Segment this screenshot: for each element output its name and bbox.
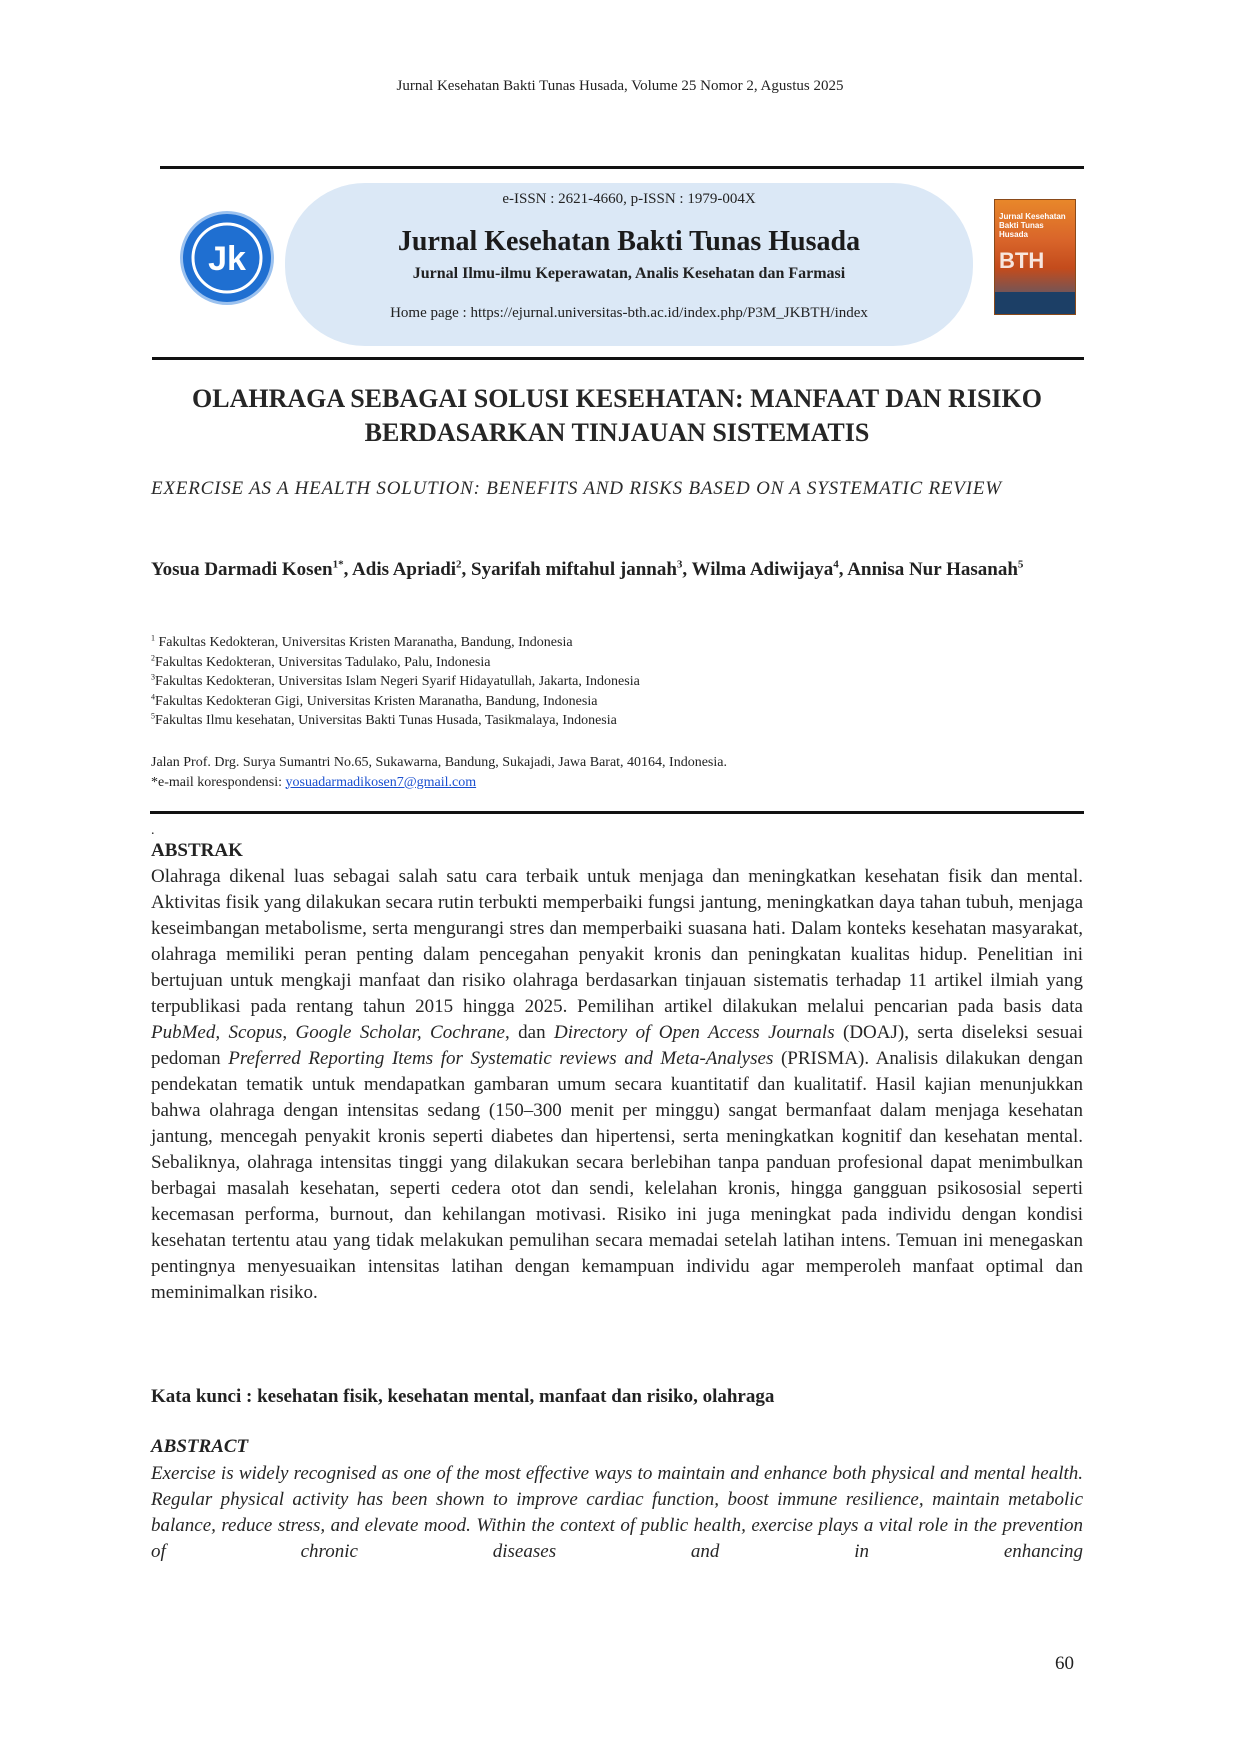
issn-line: e-ISSN : 2621-4660, p-ISSN : 1979-004X — [502, 191, 756, 207]
author-affil-mark: 2 — [456, 558, 462, 571]
keywords: Kata kunci : kesehatan fisik, kesehatan mental, manfaat dan risiko, olahraga — [151, 1386, 775, 1407]
abstrak-db-names: PubMed, Scopus — [151, 1022, 283, 1043]
affiliation-mark: 2 — [151, 652, 155, 662]
affiliation-mark: 5 — [151, 711, 155, 721]
article-title-english: EXERCISE AS A HEALTH SOLUTION: BENEFITS AND RISKS BASED ON A SYSTEMATIC REVIEW — [151, 478, 1002, 499]
abstrak-text: Olahraga dikenal luas sebagai salah satu cara terbaik untuk menjaga dan meningkatkan kesehatan fisik dan mental. Aktivitas fisik yang dilakukan secara rutin terbukti memperbaiki fungsi jantung, meningkatkan daya tahan tubuh, menjaga keseimbangan metabolisme, serta mengurangi stres dan memperbaiki suasana hati. Dalam konteks kesehatan masyarakat, olahraga memiliki peran penting dalam pencegahan penyakit kronis dan peningkatan kualitas hidup. Penelitian ini bertujuan untuk mengkaji manfaat dan risiko olahraga berdasarkan tinjauan sistematis terhadap 11 artikel ilmiah yang terpublikasi pada rentang tahun 2015 hingga 2025. Pemilihan artikel dilakukan melalui pencarian pada basis data — [151, 866, 1083, 1017]
email-label: *e-mail korespondensi: — [151, 774, 286, 790]
affiliation-text: Fakultas Ilmu kesehatan, Universitas Bakti Tunas Husada, Tasikmalaya, Indonesia — [155, 713, 617, 728]
header-rule-top — [160, 166, 1084, 169]
affiliation-item — [151, 692, 1083, 712]
author-name: Adis Apriadi — [352, 559, 457, 580]
journal-logo-icon — [183, 214, 271, 302]
affiliation-text: Fakultas Kedokteran, Universitas Islam Negeri Syarif Hidayatullah, Jakarta, Indonesia — [155, 674, 640, 689]
abstrak-separator: , dan — [504, 1022, 554, 1043]
abstrak-heading: ABSTRAK — [151, 840, 243, 861]
abstrak-body — [151, 864, 1083, 1306]
article-title: OLAHRAGA SEBAGAI SOLUSI KESEHATAN: MANFAAT DAN RISIKO BERDASARKAN TINJAUAN SISTEMATIS — [192, 384, 1042, 447]
affiliation-item — [151, 653, 1083, 673]
correspondence-address: Jalan Prof. Drg. Surya Sumantri No.65, Sukawarna, Bandung, Sukajadi, Jawa Barat, 40164, Indonesia. — [151, 755, 727, 770]
separator-dot: . — [151, 823, 155, 838]
author-list: Yosua Darmadi Kosen$^{1*}$, Adis Apriadi$^2$, Syarifah miftahul jannah$^3$, Wilma Adiwijaya$^4$, Annisa Nur Hasanah$^5$ — [151, 558, 1024, 580]
email-link[interactable]: yosuadarmadikosen7@gmail.com — [285, 774, 477, 790]
correspondence-email-line — [151, 773, 1083, 793]
abstrak-db-names: Google Scholar, Cochrane — [295, 1022, 505, 1043]
affiliation-list — [151, 633, 1083, 731]
section-rule — [150, 811, 1084, 814]
affiliation-text: Fakultas Kedokteran Gigi, Universitas Kristen Maranatha, Bandung, Indonesia — [155, 693, 598, 709]
abstract-body: Exercise is widely recognised as one of the most effective ways to maintain and enhance both physical and mental health. Regular physical activity has been shown to improve cardiac function, boost immune resilience, maintain metabolic balance, reduce stress, and elevate mood. Within the context of public health, exercise plays a vital role in the prevention of chronic diseases and in enhancing — [151, 1463, 1083, 1562]
affiliation-item — [151, 633, 1083, 653]
affiliation-item — [151, 672, 1083, 692]
cover-stripe — [995, 292, 1075, 314]
affiliation-mark: 4 — [151, 691, 155, 701]
author-affil-mark: 4 — [833, 558, 839, 571]
logo-letters: Jk — [208, 240, 246, 278]
affiliation-text: Fakultas Kedokteran, Universitas Kristen Maranatha, Bandung, Indonesia — [155, 635, 573, 650]
abstrak-db-names: Directory of Open Access Journals — [554, 1022, 835, 1043]
abstrak-prisma-name: Preferred Reporting Items for Systematic reviews and Meta-Analyses — [228, 1048, 774, 1069]
affiliation-item — [151, 711, 1083, 731]
abstrak-text: (PRISMA). Analisis dilakukan dengan pendekatan tematik untuk mendapatkan gambaran umum secara kuantitatif dan kualitatif. Hasil kajian menunjukkan bahwa olahraga dengan intensitas sedang (150–300 menit per minggu) sangat bermanfaat dalam menjaga kesehatan jantung, mencegah penyakit kronis seperti diabetes dan hipertensi, serta meningkatkan kognitif dan kesehatan mental. Sebaliknya, olahraga intensitas tinggi yang dilakukan secara berlebihan tanpa panduan profesional dapat menimbulkan berbagai masalah kesehatan, seperti cedera otot dan sendi, kelelahan kronis, hingga gangguan psikososial seperti kecemasan performa, burnout, dan kehilangan motivasi. Risiko ini juga meningkat pada individu dengan kondisi kesehatan tertentu atau yang tidak melakukan pemulihan secara memadai setelah latihan intens. Temuan ini menegaskan pentingnya menyesuaikan intensitas latihan dengan kemampuan individu agar memperoleh manfaat optimal dan meminimalkan risiko. — [151, 1048, 1083, 1303]
journal-homepage[interactable]: Home page : https://ejurnal.universitas-bth.ac.id/index.php/P3M_JKBTH/index — [390, 305, 868, 321]
correspondence-block — [151, 753, 1083, 792]
page-number: 60 — [1055, 1653, 1074, 1674]
author-name: Syarifah miftahul jannah — [471, 559, 677, 580]
author-name: Annisa Nur Hasanah — [847, 559, 1018, 580]
author-affil-mark: 1* — [332, 558, 344, 571]
cover-mark: BTH — [999, 248, 1045, 273]
affiliation-text: Fakultas Kedokteran, Universitas Tadulako, Palu, Indonesia — [155, 654, 491, 670]
abstrak-separator: , — [282, 1022, 296, 1043]
abstract-heading: ABSTRACT — [151, 1436, 249, 1457]
journal-subtitle: Jurnal Ilmu-ilmu Keperawatan, Analis Kesehatan dan Farmasi — [412, 265, 846, 282]
author-affil-mark: 5 — [1017, 558, 1024, 571]
header-rule-bottom — [152, 357, 1084, 360]
abstrak-text: (DOAJ), serta diseleksi sesuai pedoman — [151, 1022, 1083, 1069]
cover-title: Jurnal Kesehatan Bakti Tunas Husada — [999, 212, 1066, 239]
affiliation-mark: 1 — [151, 633, 155, 643]
author-affil-mark: 3 — [676, 558, 683, 571]
author-name: Wilma Adiwijaya — [691, 559, 834, 580]
journal-cover-thumbnail — [994, 199, 1076, 315]
journal-logo — [180, 211, 274, 305]
affiliation-mark: 3 — [151, 672, 155, 682]
journal-title: Jurnal Kesehatan Bakti Tunas Husada — [397, 226, 861, 257]
author-name: Yosua Darmadi Kosen — [151, 559, 333, 580]
running-head: Jurnal Kesehatan Bakti Tunas Husada, Volume 25 Nomor 2, Agustus 2025 — [396, 78, 844, 94]
